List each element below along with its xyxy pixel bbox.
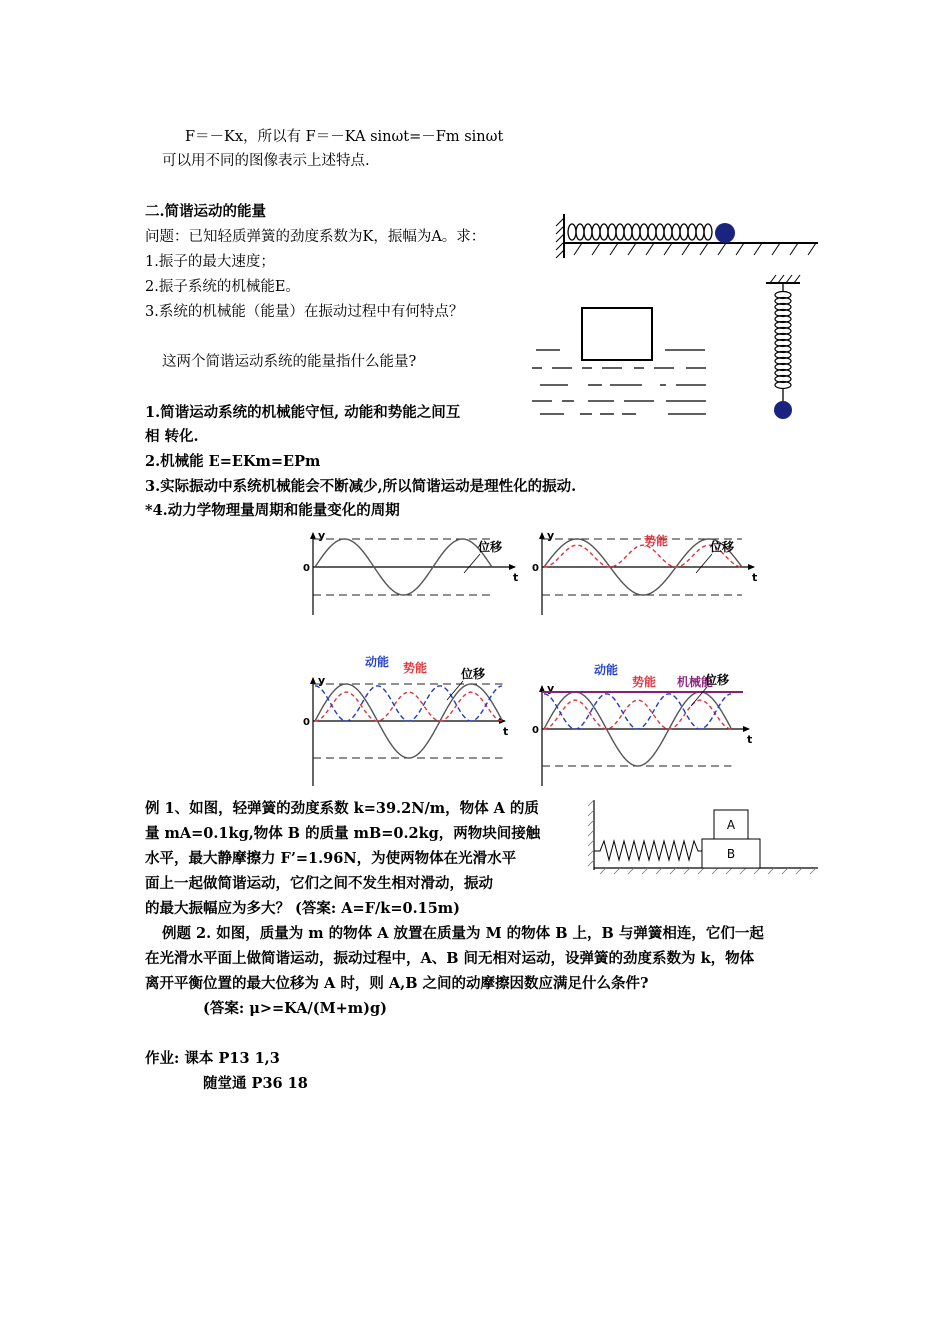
kinetic-label: 动能 <box>594 663 619 677</box>
origin-label: 0 <box>532 725 539 736</box>
t-axis-label: t <box>747 733 753 746</box>
intro-note: 可以用不同的图像表示上述特点. <box>162 153 370 169</box>
t-axis-arrow <box>748 564 755 570</box>
example1-line2: 量 mA=0.1kg,物体 B 的质量 mB=0.2kg，两物块间接触 <box>145 825 541 842</box>
potential-curve <box>544 700 731 729</box>
displacement-label: 位移 <box>478 540 503 554</box>
example1-line5: 的最大振幅应为多大？ (答案: A=F/k=0.15m) <box>145 900 461 917</box>
origin-label: 0 <box>532 563 539 574</box>
y-axis-label: y <box>547 529 555 542</box>
t-axis-arrow <box>509 564 516 570</box>
graph-displacement-potential-kinetic <box>303 655 513 788</box>
question-1: 1.振子的最大速度； <box>145 254 275 270</box>
y-axis-arrow <box>310 677 316 684</box>
horizontal-spring-figure <box>552 210 822 262</box>
example1-line3: 水平，最大静摩擦力 F’=1.96N，为使两物体在光滑水平 <box>145 850 517 867</box>
conclusion-2: 2.机械能 E=EKm=EPm <box>145 453 321 470</box>
t-axis-arrow <box>743 726 750 732</box>
example2-line2: 在光滑水平面上做简谐运动，振动过程中，A、B 间无相对运动，设弹簧的劲度系数为 k，物体 <box>145 950 755 967</box>
conclusion-3: 3.实际振动中系统机械能会不断减少,所以简谐运动是理性化的振动. <box>145 478 577 495</box>
floating-block-figure <box>530 305 715 420</box>
block-a-label: A <box>726 818 736 832</box>
conclusion-4: *4.动力学物理量周期和能量变化的周期 <box>145 502 400 519</box>
origin-label: 0 <box>303 563 310 574</box>
potential-label: 势能 <box>644 534 669 548</box>
y-axis-label: y <box>318 529 326 542</box>
block-b-label: B <box>726 847 736 861</box>
displacement-leader <box>464 554 480 573</box>
displacement-leader <box>691 687 707 706</box>
conclusion-1-line2: 相 转化. <box>145 428 199 445</box>
t-axis-label: t <box>513 571 519 584</box>
energy-question: 这两个简谐运动系统的能量指什么能量? <box>162 354 417 370</box>
graph-displacement <box>303 525 523 617</box>
mechanical-label: 机械能 <box>677 675 714 689</box>
y-axis-arrow <box>539 532 545 539</box>
graph-with-mechanical-energy <box>532 650 757 788</box>
example2-line3: 离开平衡位置的最大位移为 A 时，则 A,B 之间的动摩擦因数应满足什么条件? <box>145 975 649 992</box>
example2-line1: 例题 2. 如图，质量为 m 的物体 A 放置在质量为 M 的物体 B 上，B 与弹簧相连，它们一起 <box>162 925 764 942</box>
example2-answer: (答案: μ>=KA/(M+m)g) <box>203 1000 387 1017</box>
kinetic-label: 动能 <box>365 655 390 669</box>
intro-formula: F＝－Kx，所以有 F＝－KA sinωt=－Fm sinωt <box>185 129 504 145</box>
displacement-label: 位移 <box>710 540 735 554</box>
question-2: 2.振子系统的机械能E。 <box>145 279 300 295</box>
potential-label: 势能 <box>632 675 657 689</box>
t-axis-label: t <box>752 571 758 584</box>
potential-label: 势能 <box>403 661 428 675</box>
kinetic-curve <box>544 694 731 729</box>
graph-displacement-potential <box>532 525 762 617</box>
section-heading: 二.简谐运动的能量 <box>145 203 267 220</box>
example1-line4: 面上一起做简谐运动，它们之间不发生相对滑动，振动 <box>145 875 493 892</box>
displacement-leader <box>696 554 712 573</box>
homework-line2: 随堂通 P36 18 <box>203 1075 308 1092</box>
kinetic-curve <box>315 686 502 721</box>
y-axis-label: y <box>318 674 326 687</box>
problem-text: 问题：已知轻质弹簧的劲度系数为K，振幅为A。求： <box>145 229 486 245</box>
t-axis-label: t <box>503 725 509 738</box>
potential-curve <box>315 692 502 721</box>
y-axis-arrow <box>310 532 316 539</box>
y-axis-arrow <box>539 685 545 692</box>
displacement-label: 位移 <box>705 673 730 687</box>
displacement-label: 位移 <box>461 667 486 681</box>
vertical-spring-figure <box>760 273 810 423</box>
origin-label: 0 <box>303 717 310 728</box>
conclusion-1-line1: 1.简谐运动系统的机械能守恒, 动能和势能之间互 <box>145 404 461 421</box>
question-3: 3.系统的机械能（能量）在振动过程中有何特点？ <box>145 304 464 320</box>
homework-line1: 作业: 课本 P13 1,3 <box>145 1050 280 1067</box>
example1-line1: 例 1、如图，轻弹簧的劲度系数 k=39.2N/m，物体 A 的质 <box>145 800 539 817</box>
example1-figure <box>588 796 823 878</box>
y-axis-label: y <box>547 682 555 695</box>
